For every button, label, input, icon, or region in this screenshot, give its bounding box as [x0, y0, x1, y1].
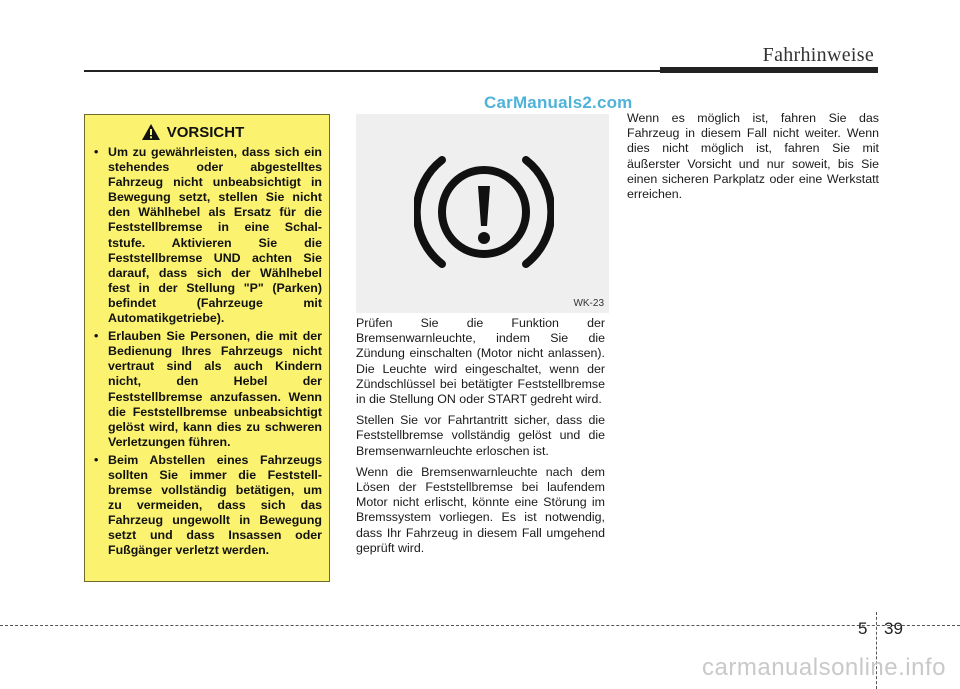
caution-title: VORSICHT — [166, 123, 245, 141]
caution-item: • Um zu gewährleisten, dass sich ein stehendes oder abgestelltes Fahrzeug nicht unbeabsichtigt in Bewegung setzt, stellen Sie nicht den Wählhebel als Ersatz für die Feststellbremse in eine Schal-tstufe. Aktivieren Sie die Feststellbremse UND achten Sie darauf, dass sich der Wählhebel fest in der Stellung "P" (Parken) befindet (Fahrzeuge mit Automatikgetriebe). — [93, 145, 322, 326]
paragraph: Wenn die Bremsenwarnleuchte nach dem Lösen der Feststellbremse bei laufendem Motor nicht erlischt, könnte eine Störung im Bremssystem vorliegen. Es ist notwendig, dass Ihr Fahrzeug in diesem Fall umgehend geprüft wird. — [356, 464, 605, 555]
paragraph: Wenn es möglich ist, fahren Sie das Fahrzeug in diesem Fall nicht weiter. Wenn dies nicht möglich ist, fahren Sie mit äußerster Vorsicht und nur soweit, bis Sie einen sicheren Parkplatz oder eine Werkstatt erreichen. — [627, 111, 879, 202]
watermark-footer: carmanualsonline.info — [702, 654, 946, 681]
caution-box — [84, 114, 330, 582]
caution-item: • Beim Abstellen eines Fahrzeugs sollten Sie immer die Feststell-bremse vollständig betätigen, um zu vermeiden, dass sich das Fahrzeug ungewollt in Bewegung setzt und dass Insassen oder Fußgänger verletzt werden. — [93, 453, 322, 559]
figure-code: WK-23 — [573, 298, 604, 309]
caution-item: • Erlauben Sie Personen, die mit der Bedienung Ihres Fahrzeugs nicht vertraut sind als auch Kindern nicht, den Hebel der Feststellbremse anzufassen. Wenn die Feststellbremse unbeabsichtigt gelöst wird, kann dies zu schweren Verletzungen führen. — [93, 329, 322, 450]
brake-warning-figure — [356, 114, 609, 313]
section-title: Fahrhinweise — [762, 44, 874, 66]
header-rule-accent — [660, 67, 878, 73]
caution-heading — [93, 123, 292, 141]
middle-column — [356, 316, 605, 562]
footer-rule — [0, 625, 960, 626]
brake-warning-icon — [414, 142, 554, 282]
warning-triangle-icon — [141, 123, 161, 141]
caution-list — [93, 145, 322, 559]
header-rule — [84, 70, 660, 72]
paragraph: Stellen Sie vor Fahrtantritt sicher, dass die Feststellbremse vollständig gelöst und die Bremsenwarnleuchte erloschen ist. — [356, 413, 605, 458]
paragraph: Prüfen Sie die Funktion der Bremsenwarnleuchte, indem Sie die Zündung einschalten (Motor nicht anlassen). Die Leuchte wird eingeschaltet, wenn der Zündschlüssel bei betätigter Feststellbremse in die Stellung ON oder START gedreht wird. — [356, 316, 605, 407]
right-column — [627, 111, 879, 208]
watermark-link[interactable]: CarManuals2.com — [484, 93, 633, 112]
page-number: 39 — [884, 619, 903, 638]
chapter-number: 5 — [858, 619, 868, 638]
